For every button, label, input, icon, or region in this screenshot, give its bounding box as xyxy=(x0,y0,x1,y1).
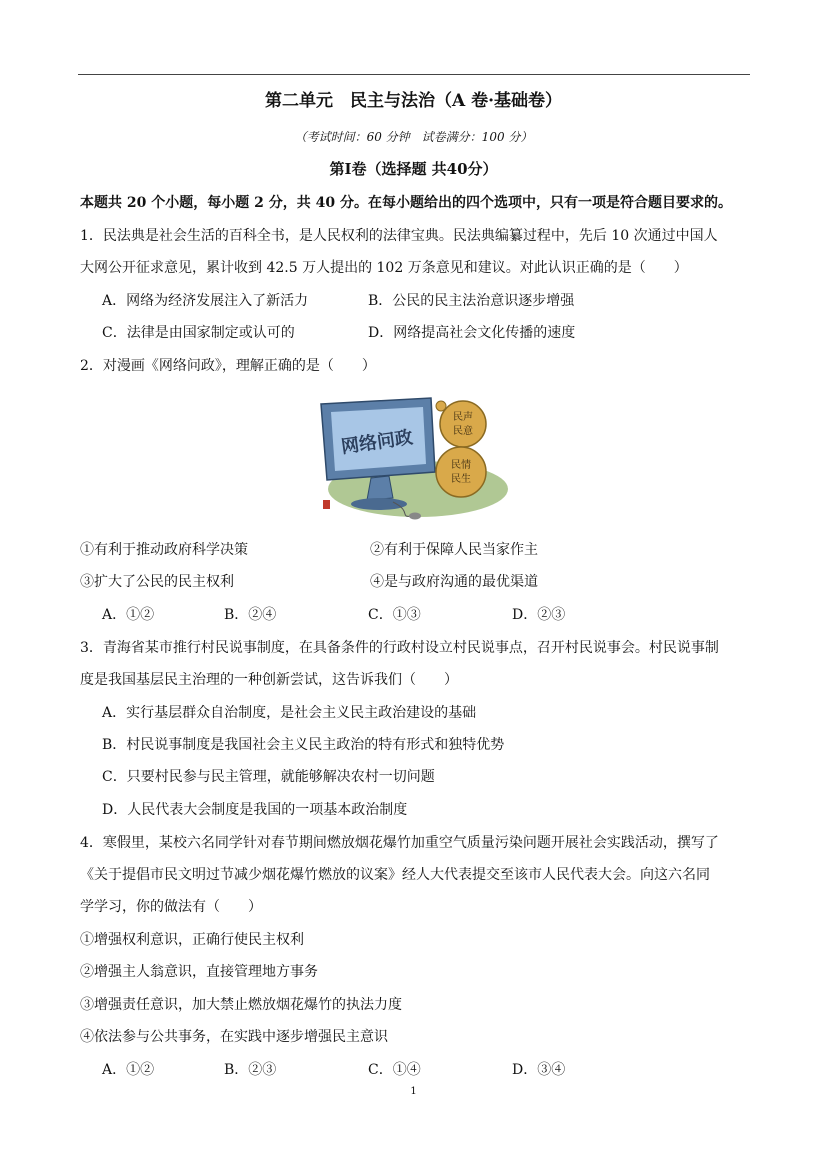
q3-option-b: B．村民说事制度是我国社会主义民主政治的特有形式和独特优势 xyxy=(102,737,505,753)
q4-statement-2: ②增强主人翁意识，直接管理地方事务 xyxy=(80,964,318,980)
q4-option-a: A．①② xyxy=(102,1062,155,1078)
section-heading: 第Ⅰ卷（选择题 共40分） xyxy=(329,160,498,178)
artist-seal xyxy=(323,500,330,509)
q3-stem-line1: 3．青海省某市推行村民说事制度，在具备条件的行政村设立村民说事点，召开村民说事会。村民说事制 xyxy=(80,640,719,656)
instructions: 本题共 20 个小题，每小题 2 分，共 40 分。在每小题给出的四个选项中，只有一项是符合题目要求的。 xyxy=(80,195,732,211)
q3-stem-line2: 度是我国基层民主治理的一种创新尝试，这告诉我们（ ） xyxy=(80,672,458,688)
q1-option-b: B．公民的民主法治意识逐步增强 xyxy=(368,293,575,309)
q2-stem: 2．对漫画《网络问政》，理解正确的是（ ） xyxy=(80,358,376,374)
q3-option-d: D．人民代表大会制度是我国的一项基本政治制度 xyxy=(102,802,408,818)
q2-option-b: B．②④ xyxy=(224,607,277,623)
q2-option-a: A．①② xyxy=(102,607,155,623)
q3-option-a: A．实行基层群众自治制度，是社会主义民主政治建设的基础 xyxy=(102,705,477,721)
bubble-1-line1: 民声 xyxy=(453,412,473,423)
q2-statement-3: ③扩大了公民的民主权利 xyxy=(80,574,234,590)
cartoon-image xyxy=(313,394,513,524)
bubble-small xyxy=(436,401,446,411)
bubble-1 xyxy=(440,401,486,447)
q3-option-c: C．只要村民参与民主管理，就能够解决农村一切问题 xyxy=(102,769,435,785)
bubble-2-line2: 民生 xyxy=(451,474,471,485)
q1-stem-line2: 大网公开征求意见，累计收到 42.5 万人提出的 102 万条意见和建议。对此认识正确的是（ ） xyxy=(80,260,688,276)
bubble-2 xyxy=(436,447,486,497)
q1-option-c: C．法律是由国家制定或认可的 xyxy=(102,325,295,341)
screen-text: 网络问政 xyxy=(339,427,415,458)
q4-statement-3: ③增强责任意识，加大禁止燃放烟花爆竹的执法力度 xyxy=(80,997,402,1013)
q2-statement-2: ②有利于保障人民当家作主 xyxy=(370,542,538,558)
q1-option-a: A．网络为经济发展注入了新活力 xyxy=(102,293,309,309)
bubble-1-line2: 民意 xyxy=(453,426,473,437)
q2-statement-1: ①有利于推动政府科学决策 xyxy=(80,542,248,558)
q4-stem-line1: 4．寒假里，某校六名同学针对春节期间燃放烟花爆竹加重空气质量污染问题开展社会实践活动，撰写了 xyxy=(80,835,719,851)
page-title: 第二单元 民主与法治（A 卷·基础卷） xyxy=(264,91,563,111)
q4-stem-line2: 《关于提倡市民文明过节减少烟花爆竹燃放的议案》经人大代表提交至该市人民代表大会。向这六名同 xyxy=(80,867,710,883)
q4-option-c: C．①④ xyxy=(368,1062,421,1078)
top-rule xyxy=(78,74,750,75)
monitor-stand xyxy=(367,476,393,500)
q4-stem-line3: 学学习，你的做法有（ ） xyxy=(80,899,262,915)
monitor-base xyxy=(351,498,407,510)
bubble-2-line1: 民情 xyxy=(451,460,471,471)
q4-option-d: D．③④ xyxy=(512,1062,566,1078)
exam-info: （考试时间：60 分钟 试卷满分：100 分） xyxy=(294,130,533,144)
q2-option-c: C．①③ xyxy=(368,607,421,623)
mouse-icon xyxy=(409,513,421,520)
q4-statement-1: ①增强权利意识，正确行使民主权利 xyxy=(80,932,304,948)
q4-option-b: B．②③ xyxy=(224,1062,277,1078)
page-number: 1 xyxy=(410,1086,417,1097)
q2-option-d: D．②③ xyxy=(512,607,566,623)
q1-option-d: D．网络提高社会文化传播的速度 xyxy=(368,325,576,341)
q1-stem-line1: 1．民法典是社会生活的百科全书，是人民权利的法律宝典。民法典编纂过程中，先后 10 次通过中国人 xyxy=(80,228,718,244)
q4-statement-4: ④依法参与公共事务，在实践中逐步增强民主意识 xyxy=(80,1029,388,1045)
q2-statement-4: ④是与政府沟通的最优渠道 xyxy=(370,574,538,590)
